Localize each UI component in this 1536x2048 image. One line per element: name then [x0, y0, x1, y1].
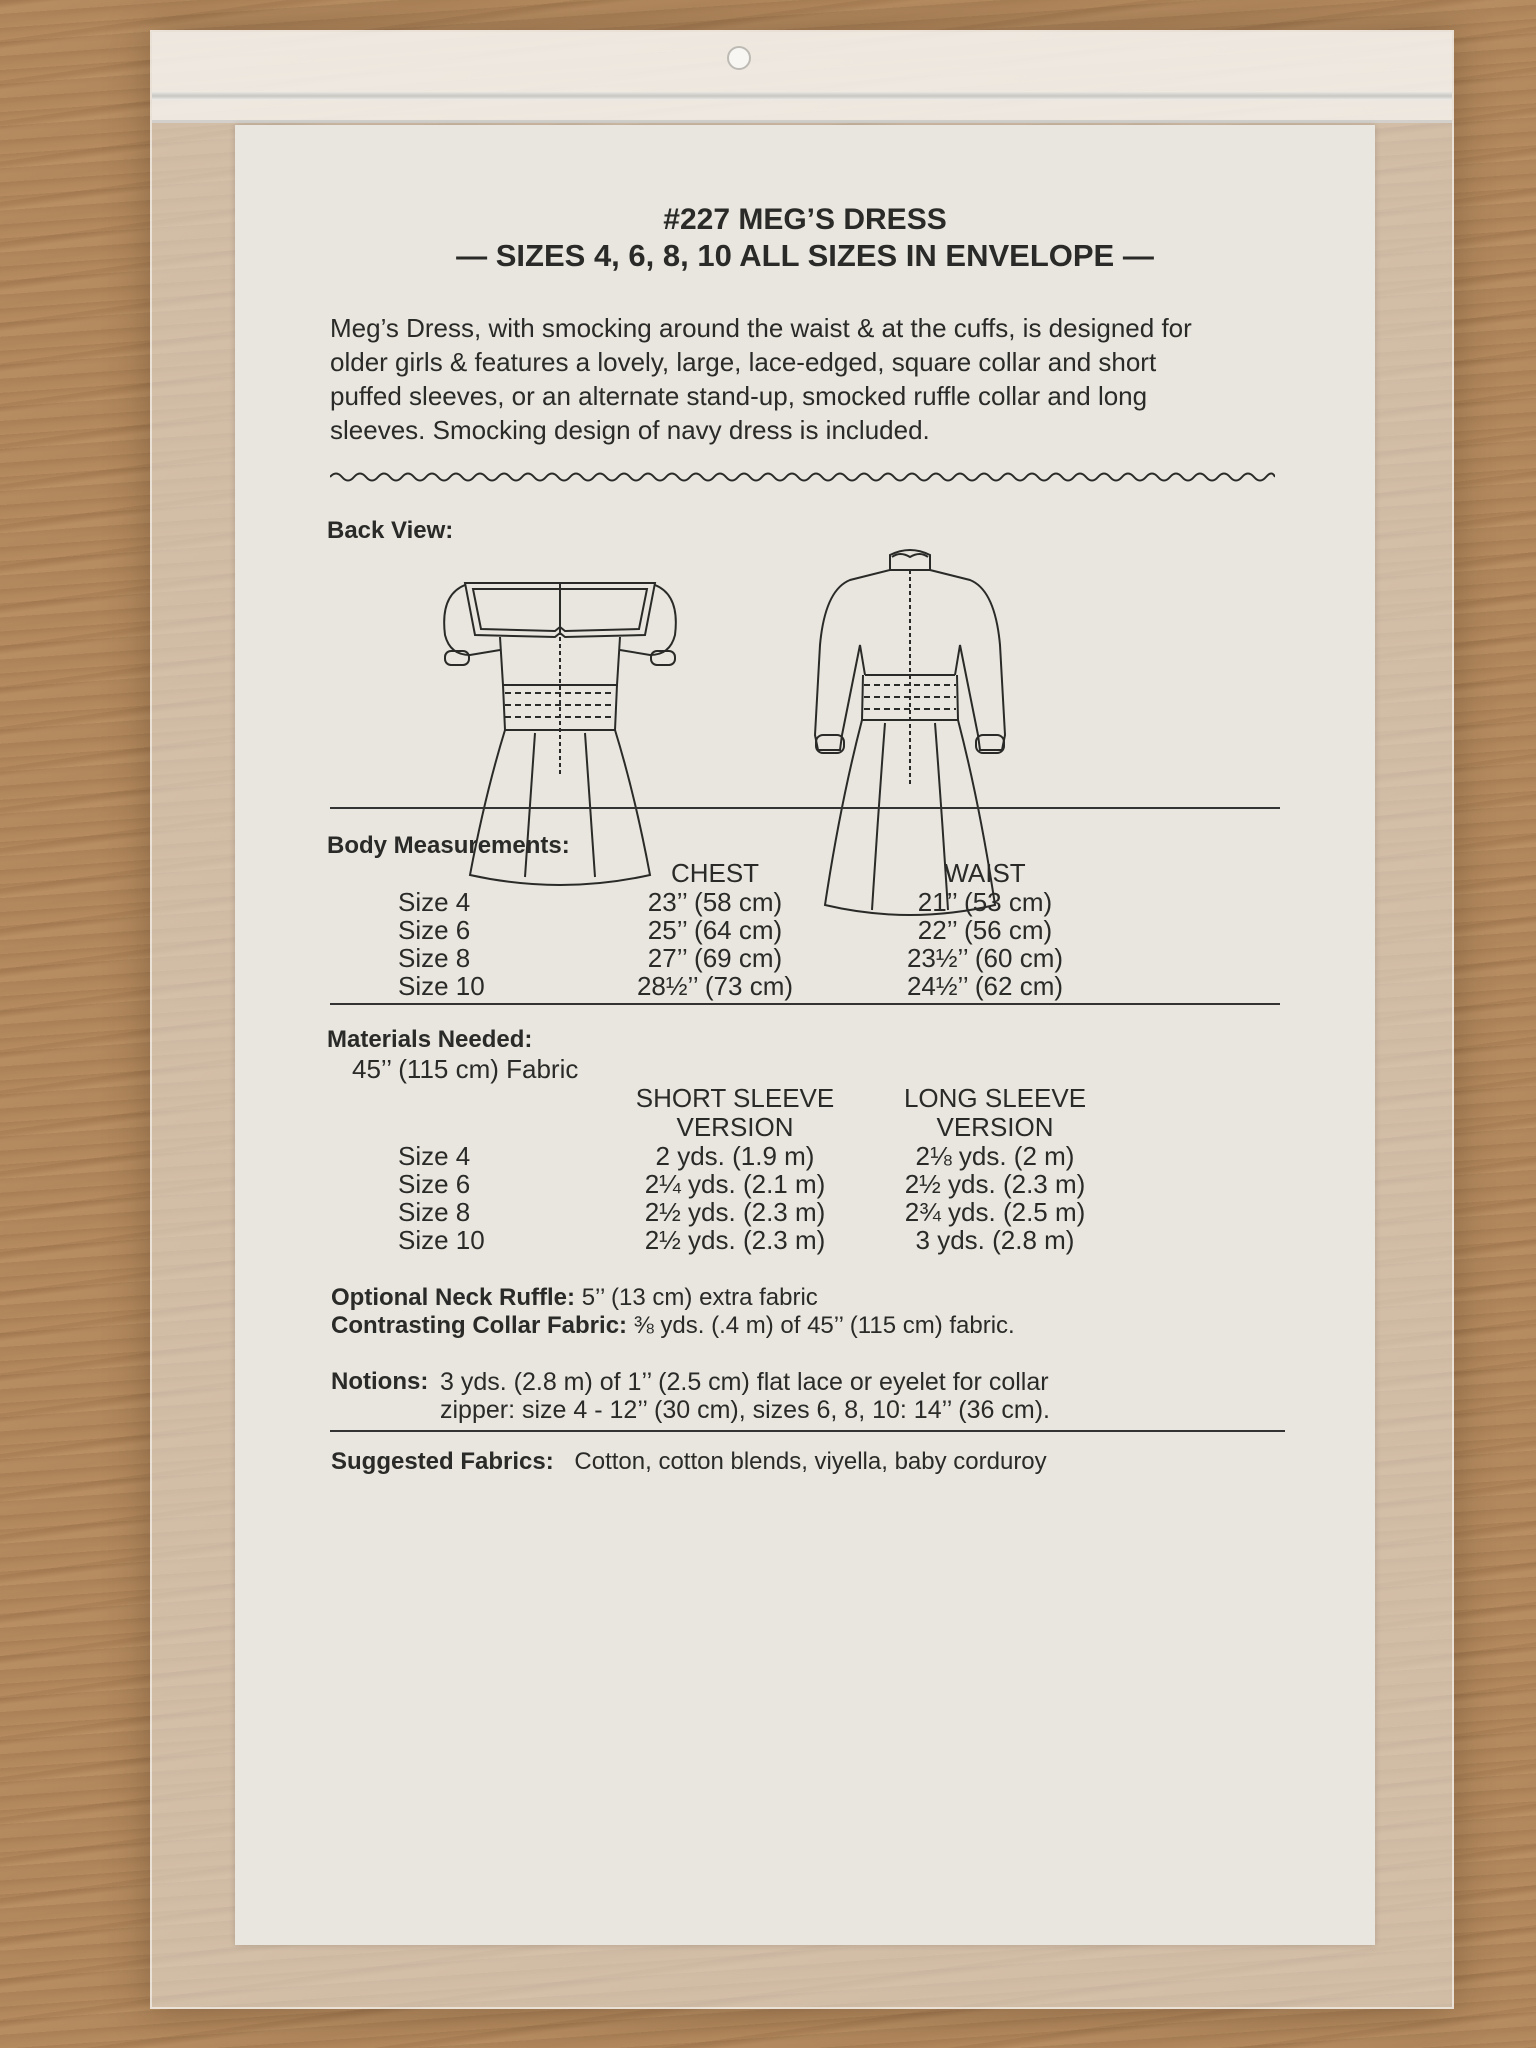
description-line: older girls & features a lovely, large, lace-edged, square collar and short [330, 347, 1157, 377]
section-divider [330, 1003, 1280, 1005]
pattern-envelope-back [235, 125, 1375, 1945]
long-sleeve-yardage: 2⅛ yds. (2 m) [915, 1141, 1075, 1171]
optional-neck-ruffle-value: 5’’ (13 cm) extra fabric [581, 1284, 818, 1311]
chest-value: 25’’ (64 cm) [647, 915, 783, 945]
back-view-label: Back View: [327, 517, 454, 544]
decorative-wave-border [330, 470, 1275, 484]
contrasting-collar-label: Contrasting Collar Fabric: [331, 1312, 628, 1339]
size-label: Size 8 [398, 943, 471, 973]
notions-label: Notions: [331, 1368, 429, 1395]
long-sleeve-yardage: 2½ yds. (2.3 m) [904, 1169, 1086, 1199]
zip-seal [152, 32, 1452, 123]
waist-header: WAIST [944, 858, 1026, 888]
short-sleeve-yardage: 2 yds. (1.9 m) [655, 1141, 815, 1171]
chest-value: 28½’’ (73 cm) [636, 971, 794, 1001]
waist-value: 21’’ (53 cm) [917, 887, 1053, 917]
long-sleeve-yardage: 3 yds. (2.8 m) [915, 1225, 1075, 1255]
suggested-fabrics [331, 1448, 1047, 1476]
short-sleeve-yardage: 2½ yds. (2.3 m) [644, 1225, 826, 1255]
materials-needed-label: Materials Needed: [327, 1026, 533, 1053]
size-label: Size 4 [398, 1141, 471, 1171]
pattern-title: #227 MEG’S DRESS [663, 203, 947, 236]
waist-value: 23½’’ (60 cm) [906, 943, 1064, 973]
short-sleeve-yardage: 2½ yds. (2.3 m) [644, 1197, 826, 1227]
waist-value: 22’’ (56 cm) [917, 915, 1053, 945]
body-measurements-label: Body Measurements: [327, 832, 570, 859]
long-sleeve-header: LONG SLEEVE [903, 1083, 1087, 1113]
contrasting-collar-value: ⅜ yds. (.4 m) of 45’’ (115 cm) fabric. [633, 1312, 1015, 1339]
short-sleeve-yardage: 2¼ yds. (2.1 m) [644, 1169, 826, 1199]
short-sleeve-header-version: VERSION [676, 1112, 794, 1142]
size-label: Size 6 [398, 915, 471, 945]
chest-header: CHEST [670, 858, 760, 888]
notions-line: 3 yds. (2.8 m) of 1’’ (2.5 cm) flat lace or eyelet for collar [440, 1368, 1049, 1396]
size-label: Size 10 [398, 1225, 485, 1255]
fabric-width: 45’’ (115 cm) Fabric [352, 1054, 579, 1084]
long-sleeve-yardage: 2¾ yds. (2.5 m) [904, 1197, 1086, 1227]
suggested-fabrics-value: Cotton, cotton blends, viyella, baby corduroy [574, 1448, 1047, 1475]
notions-line: zipper: size 4 - 12’’ (30 cm), sizes 6, 8, 10: 14’’ (36 cm). [440, 1396, 1050, 1424]
pattern-subtitle: — SIZES 4, 6, 8, 10 ALL SIZES IN ENVELOPE — [456, 238, 1154, 273]
section-divider [330, 1430, 1285, 1432]
long-sleeve-header-version: VERSION [936, 1112, 1054, 1142]
size-label: Size 10 [398, 971, 485, 1001]
contrasting-collar-fabric [331, 1312, 1015, 1340]
size-label: Size 4 [398, 887, 471, 917]
suggested-fabrics-label: Suggested Fabrics: [331, 1448, 554, 1475]
description-line: sleeves. Smocking design of navy dress is included. [330, 415, 930, 445]
waist-value: 24½’’ (62 cm) [906, 971, 1064, 1001]
size-label: Size 6 [398, 1169, 471, 1199]
description-line: Meg’s Dress, with smocking around the waist & at the cuffs, is designed for [330, 313, 1192, 343]
section-divider [330, 807, 1280, 809]
hang-hole [727, 46, 751, 70]
optional-neck-ruffle-label: Optional Neck Ruffle: [331, 1284, 576, 1311]
size-label: Size 8 [398, 1197, 471, 1227]
chest-value: 27’’ (69 cm) [647, 943, 783, 973]
description-line: puffed sleeves, or an alternate stand-up, smocked ruffle collar and long [330, 381, 1148, 411]
optional-neck-ruffle [331, 1284, 818, 1312]
short-sleeve-header: SHORT SLEEVE [635, 1083, 835, 1113]
chest-value: 23’’ (58 cm) [647, 887, 783, 917]
pattern-description [330, 311, 1275, 447]
